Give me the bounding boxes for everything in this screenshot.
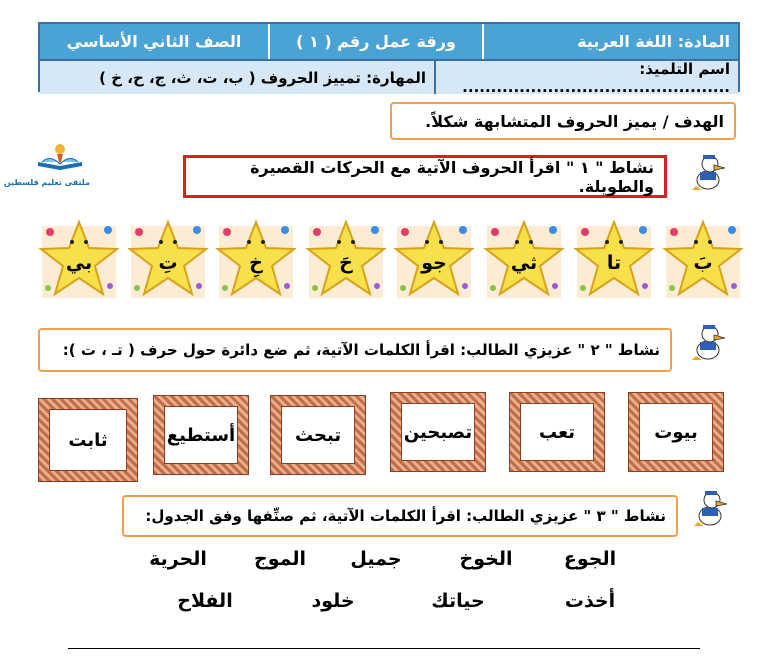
word-frame bbox=[270, 395, 366, 475]
grade-cell: الصف الثاني الأساسي bbox=[66, 32, 242, 51]
star-letter: تا bbox=[606, 252, 622, 274]
goal-box: الهدف / يميز الحروف المتشابهة شكلاً. bbox=[390, 102, 736, 140]
worksheet-cell: ورقة عمل رقم ( ١ ) bbox=[268, 24, 482, 59]
book-logo-icon bbox=[30, 140, 90, 174]
word-row2-3: خلود bbox=[311, 590, 355, 612]
word-row1-1: الجوع bbox=[563, 548, 617, 570]
letter-star bbox=[483, 218, 565, 300]
letter-star bbox=[573, 218, 655, 300]
frame-word: بيوت bbox=[639, 403, 713, 461]
frame-word: أستطيع bbox=[164, 406, 238, 464]
star-letter: خِ bbox=[249, 252, 263, 274]
word-frame bbox=[38, 398, 138, 482]
star-letter: تِ bbox=[158, 252, 178, 274]
frame-word: ثابت bbox=[49, 409, 127, 471]
word-frame bbox=[509, 392, 605, 472]
header-row-2 bbox=[40, 59, 738, 94]
student-name-cell: اسم التلميذ: ............................................... bbox=[434, 61, 738, 94]
activity-3-title: نشاط " ٣ " عزيزي الطالب: اقرأ الكلمات الآتية، ثم صنِّفها وفق الجدول: bbox=[122, 495, 678, 537]
star-letter: جو bbox=[421, 252, 447, 274]
word-row1-5: الحرية bbox=[149, 548, 207, 570]
donald-duck-icon bbox=[688, 152, 728, 192]
star-letter: بَ bbox=[693, 252, 713, 274]
activity-2-title: نشاط " ٢ " عزيزي الطالب: اقرأ الكلمات الآتية، ثم ضع دائرة حول حرف ( تـ ، ت ): bbox=[38, 328, 672, 372]
header-row-1 bbox=[40, 24, 738, 59]
frame-word: تصبحين bbox=[401, 403, 475, 461]
letter-star bbox=[215, 218, 297, 300]
letter-star bbox=[393, 218, 475, 300]
activity-1-title: نشاط " ١ " اقرأ الحروف الآتية مع الحركات القصيرة والطويلة. bbox=[183, 155, 667, 198]
donald-duck-icon bbox=[690, 488, 730, 528]
star-letter: ثي bbox=[510, 252, 538, 274]
word-frame bbox=[390, 392, 486, 472]
header-table bbox=[38, 22, 740, 96]
word-row1-3: جميل bbox=[350, 548, 402, 570]
subject-cell: المادة: اللغة العربية bbox=[482, 24, 738, 59]
frame-word: تعب bbox=[520, 403, 594, 461]
word-frame bbox=[628, 392, 724, 472]
star-letter: حَ bbox=[339, 252, 353, 274]
word-row2-4: الفلاح bbox=[177, 590, 233, 612]
bottom-line bbox=[68, 648, 700, 649]
letter-star bbox=[662, 218, 744, 300]
word-frame bbox=[153, 395, 249, 475]
word-row1-4: الموج bbox=[254, 548, 306, 570]
letter-star bbox=[38, 218, 120, 300]
skill-cell: المهارة: تمييز الحروف ( ب، ت، ث، ج، ح، خ ) bbox=[99, 68, 426, 87]
word-row2-1: أخذت bbox=[564, 590, 616, 612]
frame-word: تبحث bbox=[281, 406, 355, 464]
letter-star bbox=[305, 218, 387, 300]
word-row1-2: الخوخ bbox=[459, 548, 513, 570]
star-letter: بي bbox=[65, 252, 93, 274]
logo bbox=[3, 140, 90, 188]
word-row2-2: حياتك bbox=[431, 590, 485, 612]
letter-star bbox=[127, 218, 209, 300]
logo-text: ملتقى تعليم فلسطين bbox=[3, 178, 90, 187]
donald-duck-icon bbox=[688, 322, 728, 362]
